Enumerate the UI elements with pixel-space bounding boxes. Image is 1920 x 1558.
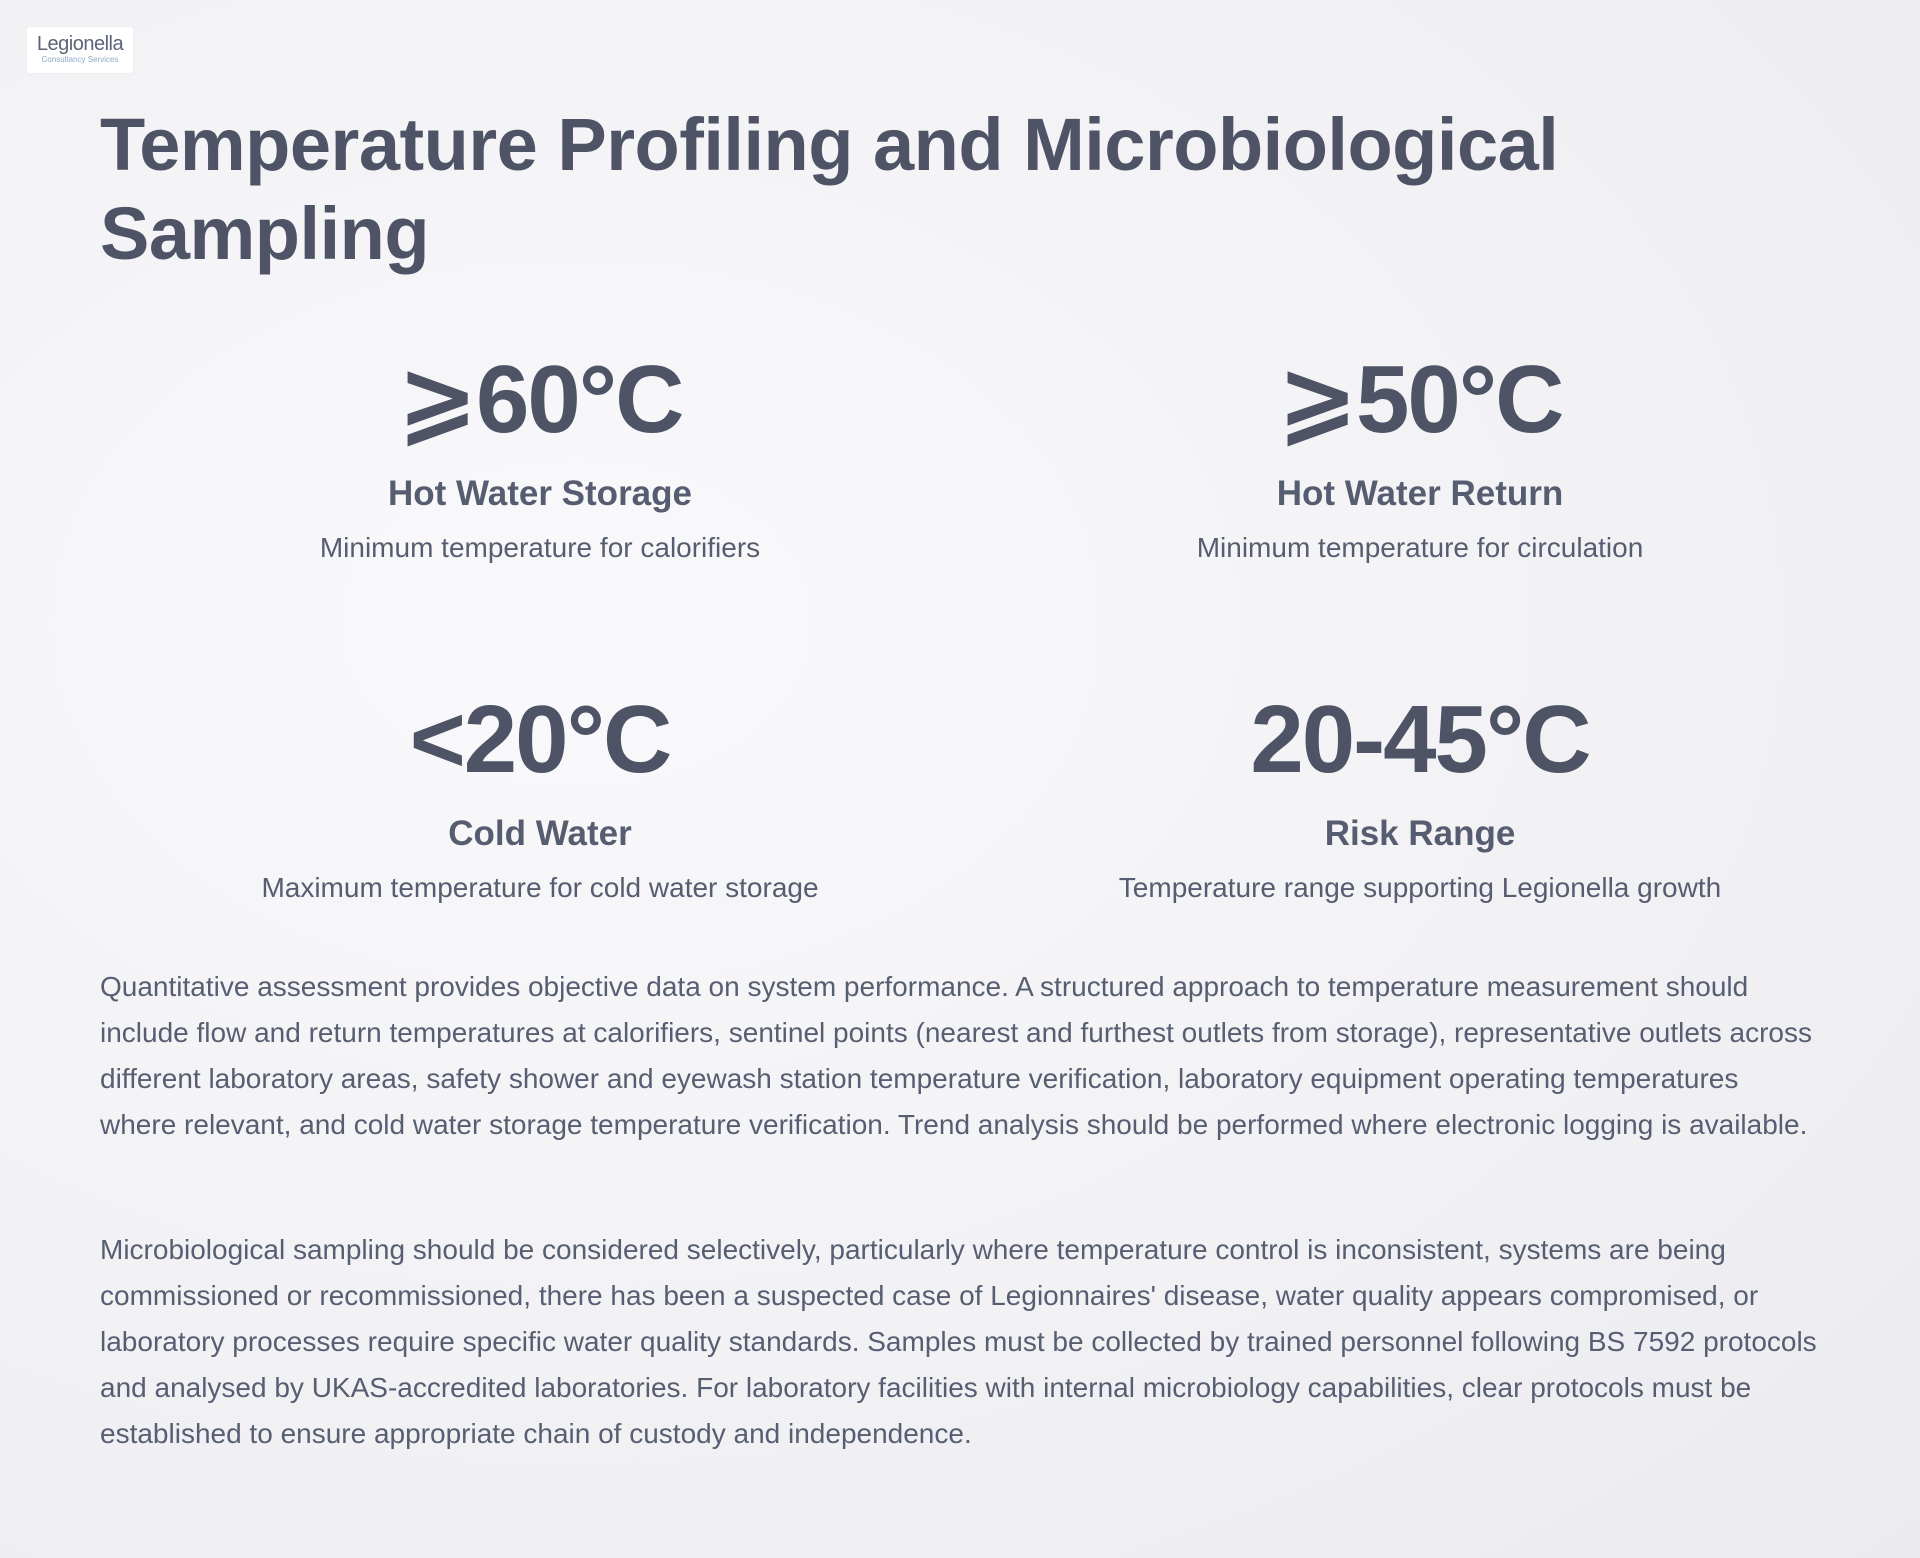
stat-value: <20°C [409,686,671,793]
stat-label: Cold Water [448,814,632,853]
stat-card-hot-water-storage [100,340,980,566]
stat-label: Risk Range [1324,814,1516,853]
stat-label: Hot Water Return [1276,474,1564,513]
stat-description: Minimum temperature for circulation [1196,532,1644,563]
stat-value: ⩾60°C [397,346,683,453]
stat-label: Hot Water Storage [387,474,692,513]
stat-card-hot-water-return [980,340,1860,566]
body-paragraph-temperature-assessment: Quantitative assessment provides objective data on system performance. A structured approach to temperature measurement should include flow and return temperatures at calorifiers, sentinel points (nearest and furthest outlets from storage), representative outlets across different laboratory areas, safety shower and eyewash station temperature verification, laboratory equipment operating temperatures where relevant, and cold water storage temperature verification. Trend analysis should be performed where electronic logging is available. [100,971,1812,1140]
stat-value: 20-45°C [1250,686,1590,793]
stat-description: Minimum temperature for calorifiers [319,532,761,563]
body-paragraph-microbiological-sampling: Microbiological sampling should be considered selectively, particularly where temperature control is inconsistent, systems are being commissioned or recommissioned, there has been a suspected case of Legionnaires' disease, water quality appears compromised, or laboratory processes require specific water quality standards. Samples must be collected by trained personnel following BS 7592 protocols and analysed by UKAS-accredited laboratories. For laboratory facilities with internal microbiology capabilities, clear protocols must be established to ensure appropriate chain of custody and independence. [100,1234,1817,1449]
logo-wordmark: Legionella [36,33,124,55]
logo-tagline: Consultancy Services [41,55,119,64]
stat-description: Temperature range supporting Legionella growth [1118,872,1722,903]
page-title: Temperature Profiling and Microbiological Sampling [100,103,1559,275]
stat-description: Maximum temperature for cold water storage [261,872,819,903]
stat-card-cold-water [100,680,980,906]
stat-card-risk-range [980,680,1860,906]
company-logo[interactable] [27,27,133,73]
stat-value: ⩾50°C [1277,346,1563,453]
